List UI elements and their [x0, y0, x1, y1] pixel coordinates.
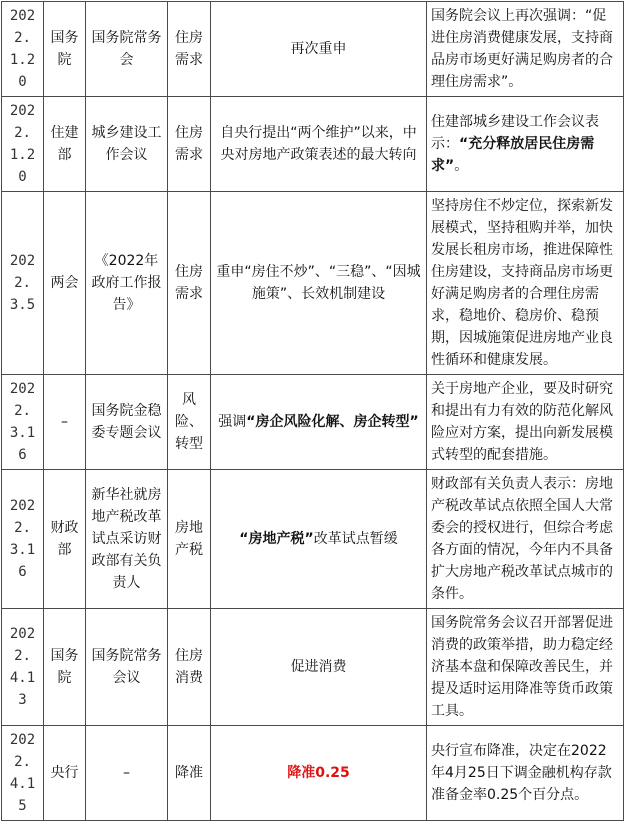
org-text: 国务院: [50, 648, 79, 686]
meeting-text: 《2022年政府工作报告》: [91, 253, 162, 313]
detail-segment: 国务院会议上再次强调：“促进住房消费健康发展，支持商品房市场更好满足购房者的合理住房需求”。: [431, 8, 613, 90]
type-cell: [168, 609, 211, 726]
type-text: 风险、转型: [175, 392, 203, 452]
org-text: –: [61, 414, 68, 430]
org-cell: [44, 97, 86, 192]
org-text: 央行: [50, 765, 79, 781]
summary-cell: [211, 375, 427, 470]
type-cell: [168, 2, 211, 97]
org-cell: [44, 726, 86, 821]
org-cell: [44, 609, 86, 726]
summary-segment: “房地产税”: [239, 531, 314, 547]
org-text: 财政部: [50, 520, 79, 558]
detail-cell: [427, 609, 624, 726]
summary-segment: 重申“房住不炒”、“三稳”、“因城施策”、长效机制建设: [216, 264, 421, 302]
date-cell: [2, 192, 44, 375]
date-cell: [2, 609, 44, 726]
date-text: 2022.3.5: [9, 253, 36, 313]
summary-segment: 促进消费: [290, 659, 347, 675]
summary-segment: 降准0.25: [287, 765, 350, 781]
type-text: 住房需求: [175, 30, 203, 68]
policy-row: [2, 2, 624, 97]
detail-segment: 住建部城乡建设工作会议表示：: [431, 114, 599, 152]
policy-row: [2, 470, 624, 609]
detail-segment: 。: [454, 158, 469, 174]
detail-segment: 国务院常务会议召开部署促进消费的政策举措，助力稳定经济基本盘和保障改善民生，并提及适时运用降准等货币政策工具。: [431, 615, 613, 719]
detail-cell: [427, 726, 624, 821]
date-cell: [2, 375, 44, 470]
meeting-text: 新华社就房地产税改革试点采访财政部有关负责人: [91, 487, 162, 591]
meeting-cell: [86, 375, 168, 470]
meeting-text: –: [123, 765, 130, 781]
org-cell: [44, 470, 86, 609]
type-cell: [168, 726, 211, 821]
meeting-cell: [86, 192, 168, 375]
summary-segment: “房企风险化解、房企转型”: [246, 414, 419, 430]
summary-cell: [211, 726, 427, 821]
org-cell: [44, 375, 86, 470]
date-text: 2022.3.16: [9, 498, 36, 580]
org-cell: [44, 2, 86, 97]
type-cell: [168, 97, 211, 192]
org-text: 国务院: [50, 30, 79, 68]
meeting-text: 国务院常务会: [91, 30, 162, 68]
detail-cell: [427, 2, 624, 97]
date-cell: [2, 470, 44, 609]
detail-segment: 央行宣布降准，决定在2022年4月25日下调金融机构存款准备金率0.25个百分点。: [431, 743, 612, 803]
type-cell: [168, 192, 211, 375]
detail-segment: 坚持房住不炒定位，探索新发展模式，坚持租购并举，加快发展长租房市场，推进保障性住房建设，支持商品房市场更好满足购房者的合理住房需求，稳地价、稳房价、稳预期，因城施策促进房地产业良性循环和健康发展。: [431, 198, 613, 368]
policy-row: [2, 97, 624, 192]
meeting-text: 城乡建设工作会议: [91, 125, 162, 163]
summary-segment: 强调: [218, 414, 247, 430]
org-text: 住建部: [50, 125, 79, 163]
policy-row: [2, 375, 624, 470]
summary-segment: 改革试点暂缓: [313, 531, 398, 547]
meeting-cell: [86, 97, 168, 192]
detail-cell: [427, 470, 624, 609]
type-text: 住房需求: [175, 125, 203, 163]
summary-cell: [211, 470, 427, 609]
summary-segment: 再次重申: [290, 41, 347, 57]
date-cell: [2, 726, 44, 821]
type-text: 住房消费: [175, 648, 203, 686]
date-cell: [2, 97, 44, 192]
date-text: 2022.4.15: [9, 732, 36, 814]
policy-row: [2, 726, 624, 821]
summary-segment: 自央行提出“两个维护”以来，中央对房地产政策表述的最大转向: [220, 125, 417, 163]
summary-cell: [211, 609, 427, 726]
summary-cell: [211, 97, 427, 192]
policy-row: [2, 609, 624, 726]
type-text: 房地产税: [175, 520, 203, 558]
detail-segment: 关于房地产企业，要及时研究和提出有力有效的防范化解风险应对方案，提出向新发展模式转型的配套措施。: [431, 381, 613, 463]
meeting-cell: [86, 2, 168, 97]
meeting-cell: [86, 726, 168, 821]
detail-cell: [427, 192, 624, 375]
type-text: 降准: [175, 765, 203, 781]
policy-table: [1, 1, 624, 821]
type-text: 住房需求: [175, 264, 203, 302]
detail-segment: “充分释放居民住房需求”: [431, 136, 595, 174]
detail-cell: [427, 97, 624, 192]
date-text: 2022.1.20: [9, 103, 36, 185]
type-cell: [168, 470, 211, 609]
policy-table-body: [2, 2, 624, 821]
org-text: 两会: [50, 275, 79, 291]
policy-row: [2, 192, 624, 375]
meeting-text: 国务院金稳委专题会议: [91, 403, 162, 441]
org-cell: [44, 192, 86, 375]
type-cell: [168, 375, 211, 470]
detail-cell: [427, 375, 624, 470]
meeting-cell: [86, 609, 168, 726]
summary-cell: [211, 192, 427, 375]
meeting-text: 国务院常务会议: [91, 648, 162, 686]
meeting-cell: [86, 470, 168, 609]
date-text: 2022.1.20: [9, 8, 36, 90]
date-cell: [2, 2, 44, 97]
date-text: 2022.3.16: [9, 381, 36, 463]
detail-segment: 财政部有关负责人表示：房地产税改革试点依照全国人大常委会的授权进行，但综合考虑各方面的情况，今年内不具备扩大房地产税改革试点城市的条件。: [431, 476, 613, 602]
date-text: 2022.4.13: [9, 626, 36, 708]
summary-cell: [211, 2, 427, 97]
